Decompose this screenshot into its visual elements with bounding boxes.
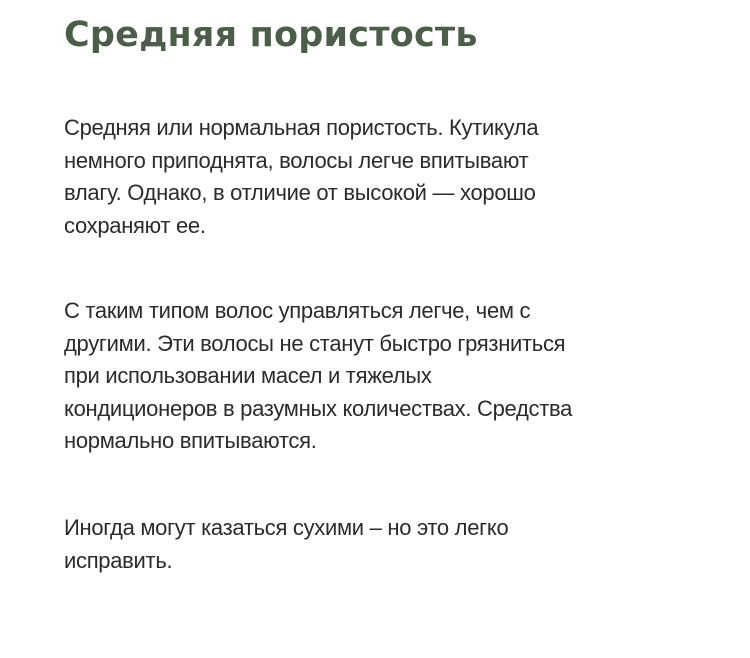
paragraph-line: исправить. <box>64 547 173 573</box>
paragraph-line: Средняя или нормальная пористость. Кутикула <box>64 115 539 140</box>
paragraph-line: при использовании масел и тяжелых <box>64 363 432 388</box>
paragraph-3 <box>64 512 508 577</box>
article-title: Средняя пористость <box>64 15 478 55</box>
paragraph-line: С таким типом волос управляться легче, чем с <box>64 298 531 323</box>
paragraph-1 <box>64 112 538 242</box>
paragraph-2 <box>64 295 572 458</box>
paragraph-line: другими. Эти волосы не станут быстро грязниться <box>64 330 566 356</box>
paragraph-line: нормально впитываются. <box>64 428 317 453</box>
paragraph-line: сохраняют ее. <box>64 212 206 238</box>
paragraph-line: влагу. Однако, в отличие от высокой — хорошо <box>64 180 536 205</box>
paragraph-line: Иногда могут казаться сухими – но это легко <box>64 515 509 540</box>
paragraph-line: кондиционеров в разумных количествах. Средства <box>64 395 573 421</box>
paragraph-line: немного приподнята, волосы легче впитывают <box>64 147 529 173</box>
